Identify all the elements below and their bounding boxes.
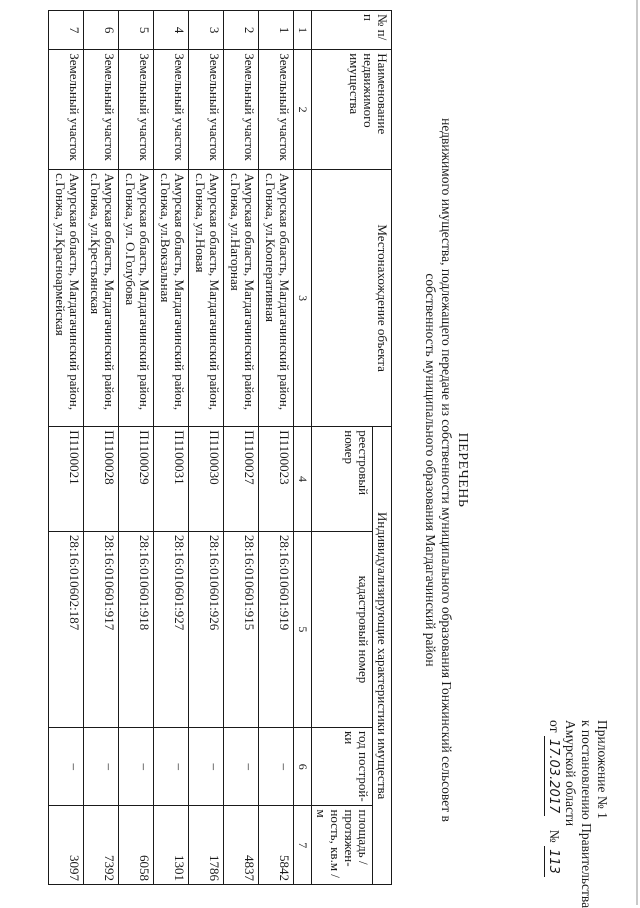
- cell-name: Земельный участок: [119, 50, 154, 170]
- cell-area: 6058: [119, 806, 154, 885]
- col-number: 2: [294, 50, 312, 170]
- cell-registry: П1100028: [84, 427, 119, 532]
- number-prefix: №: [547, 829, 562, 843]
- col-number: 6: [294, 728, 312, 806]
- cell-year: –: [84, 728, 119, 806]
- col-number: 7: [294, 806, 312, 885]
- cell-year: –: [189, 728, 224, 806]
- cell-num: 1: [259, 11, 294, 50]
- cell-year: –: [259, 728, 294, 806]
- title-line-2: собственность муниципального образования Магдагачинский район: [423, 273, 438, 667]
- cell-year: –: [154, 728, 189, 806]
- header-registry: реестровый номер: [312, 427, 373, 532]
- cell-registry: П1100021: [49, 427, 84, 532]
- cell-num: 4: [154, 11, 189, 50]
- appendix-date-line: [544, 720, 562, 890]
- table-row: [49, 11, 84, 885]
- table-row: [224, 11, 259, 885]
- col-number: 5: [294, 531, 312, 727]
- cell-cadastral: 28:16:010601:927: [154, 531, 189, 727]
- header-characteristics: Индивидуализирующие характеристики имущества: [373, 427, 392, 885]
- date-value: 17.03.2017: [544, 736, 561, 816]
- cell-name: Земельный участок: [49, 50, 84, 170]
- number-value: 113: [544, 846, 561, 877]
- cell-location: Амурская область, Магдагачинский район, с.Гонжа, ул.Нагорная: [224, 170, 259, 427]
- cell-num: 6: [84, 11, 119, 50]
- appendix-block: [544, 720, 610, 908]
- cell-num: 3: [189, 11, 224, 50]
- cell-name: Земельный участок: [84, 50, 119, 170]
- cell-registry: П1100023: [259, 427, 294, 532]
- property-table: [48, 10, 392, 885]
- cell-area: 3097: [49, 806, 84, 885]
- cell-num: 5: [119, 11, 154, 50]
- table-row: [119, 11, 154, 885]
- cell-cadastral: 28:16:010601:918: [119, 531, 154, 727]
- date-prefix: от: [547, 720, 562, 733]
- cell-cadastral: 28:16:010601:919: [259, 531, 294, 727]
- cell-registry: П1100031: [154, 427, 189, 532]
- table-row: [154, 11, 189, 885]
- cell-registry: П1100029: [119, 427, 154, 532]
- header-name: Наименование недвижимого имущества: [312, 50, 392, 170]
- cell-location: Амурская область, Магдагачинский район, с.Гонжа, ул.Кооперативная: [259, 170, 294, 427]
- cell-num: 7: [49, 11, 84, 50]
- cell-name: Земельный участок: [189, 50, 224, 170]
- cell-year: –: [49, 728, 84, 806]
- appendix-line-2: к постановлению Правительства: [579, 720, 594, 908]
- cell-cadastral: 28:16:010601:915: [224, 531, 259, 727]
- table-row: [84, 11, 119, 885]
- cell-location: Амурская область, Магдагачинский район, с.Гонжа, ул. О.Голубова: [119, 170, 154, 427]
- title-block: [422, 40, 470, 900]
- cell-year: –: [119, 728, 154, 806]
- scan-edge-line: [636, 0, 638, 905]
- cell-area: 7392: [84, 806, 119, 885]
- title-line-1: недвижимого имущества, подлежащего передаче из собственности муниципального образования Гонжинский сельсовет в: [439, 118, 454, 822]
- column-number-row: [294, 11, 312, 885]
- cell-cadastral: 28:16:010602:187: [49, 531, 84, 727]
- document-title: ПЕРЕЧЕНЬ: [455, 432, 470, 508]
- table-row: [189, 11, 224, 885]
- col-number: 1: [294, 11, 312, 50]
- cell-name: Земельный участок: [259, 50, 294, 170]
- cell-name: Земельный участок: [224, 50, 259, 170]
- col-number: 3: [294, 170, 312, 427]
- header-num: № п/п: [312, 11, 392, 50]
- cell-cadastral: 28:16:010601:917: [84, 531, 119, 727]
- cell-area: 4837: [224, 806, 259, 885]
- cell-location: Амурская область, Магдагачинский район, с.Гонжа, ул.Крестьянская: [84, 170, 119, 427]
- cell-location: Амурская область, Магдагачинский район, с.Гонжа, ул.Новая: [189, 170, 224, 427]
- col-number: 4: [294, 427, 312, 532]
- header-location: Местонахождение объекта: [312, 170, 392, 427]
- cell-registry: П1100030: [189, 427, 224, 532]
- cell-area: 1786: [189, 806, 224, 885]
- appendix-line-3: Амурской области: [563, 720, 578, 827]
- table-row: [259, 11, 294, 885]
- header-year: год построй-ки: [312, 728, 373, 806]
- cell-cadastral: 28:16:010601:926: [189, 531, 224, 727]
- header-cadastral: кадастровый номер: [312, 531, 373, 727]
- cell-area: 5842: [259, 806, 294, 885]
- cell-area: 1301: [154, 806, 189, 885]
- cell-location: Амурская область, Магдагачинский район, с.Гонжа, ул.Красноармейская: [49, 170, 84, 427]
- cell-registry: П1100027: [224, 427, 259, 532]
- cell-name: Земельный участок: [154, 50, 189, 170]
- appendix-line-1: Приложение № 1: [595, 720, 610, 819]
- header-area: площадь / протяжен-ность, кв.м / м: [312, 806, 373, 885]
- cell-location: Амурская область, Магдагачинский район, с.Гонжа, ул.Вокзальная: [154, 170, 189, 427]
- cell-year: –: [224, 728, 259, 806]
- cell-num: 2: [224, 11, 259, 50]
